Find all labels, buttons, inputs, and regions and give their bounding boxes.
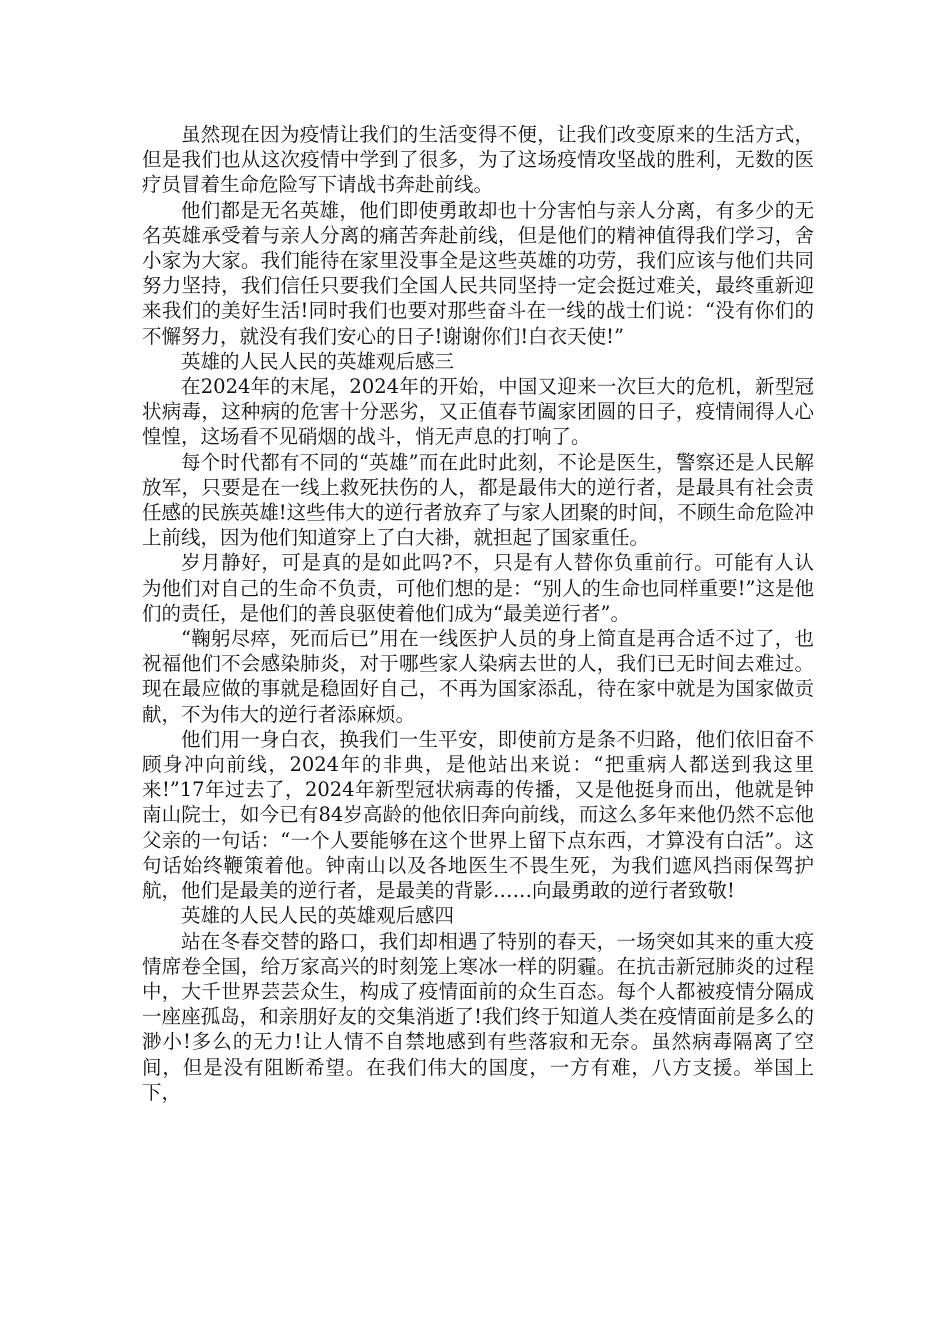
document-page — [142, 122, 814, 1105]
section-heading: 英雄的人民人民的英雄观后感四 — [181, 904, 455, 928]
paragraph: 他们用一身白衣，换我们一生平安，即使前方是条不归路，他们依旧奋不顾身冲向前线，2024年的非典，是他站出来说：“把重病人都送到我这里来!”17年过去了，2024年新型冠状病毒的传播，又是他挺身而出，他就是钟南山院士，如今已有84岁高龄的他依旧奔向前线，而这么多年来他仍然不忘他父亲的一句话：“一个人要能够在这个世界上留下点东西，才算没有白活”。这句话始终鞭策着他。钟南山以及各地医生不畏生死，为我们遮风挡雨保驾护航，他们是最美的逆行者，是最美的背影……向最勇敢的逆行者致敬! — [142, 727, 814, 903]
section-heading: 英雄的人民人民的英雄观后感三 — [181, 349, 455, 373]
paragraph: 每个时代都有不同的“英雄”而在此时此刻，不论是医生，警察还是人民解放军，只要是在一线上救死扶伤的人，都是最伟大的逆行者，是最具有社会责任感的民族英雄!这些伟大的逆行者放弃了与家人团聚的时间，不顾生命危险冲上前线，因为他们知道穿上了白大褂，就担起了国家重任。 — [142, 450, 814, 550]
paragraph: “鞠躬尽瘁，死而后已”用在一线医护人员的身上简直是再合适不过了，也祝福他们不会感染肺炎，对于哪些家人染病去世的人，我们已无时间去难过。现在最应做的事就是稳固好自己，不再为国家添乱，待在家中就是为国家做贡献，不为伟大的逆行者添麻烦。 — [142, 627, 814, 726]
paragraph: 站在冬春交替的路口，我们却相遇了特别的春天，一场突如其来的重大疫情席卷全国，给万家高兴的时刻笼上寒冰一样的阴霾。在抗击新冠肺炎的过程中，大千世界芸芸众生，构成了疫情面前的众生百态。每个人都被疫情分隔成一座座孤岛，和亲朋好友的交集消逝了!我们终于知道人类在疫情面前是多么的渺小!多么的无力!让人情不自禁地感到有些落寂和无奈。虽然病毒隔离了空间，但是没有阻断希望。在我们伟大的国度，一方有难，八方支援。举国上下， — [142, 929, 814, 1104]
paragraph: 岁月静好，可是真的是如此吗?不，只是有人替你负重前行。可能有人认为他们对自己的生命不负责，可他们想的是：“别人的生命也同样重要!”这是他们的责任，是他们的善良驱使着他们成为“最美逆行者”。 — [142, 551, 814, 625]
paragraph: 虽然现在因为疫情让我们的生活变得不便，让我们改变原来的生活方式，但是我们也从这次疫情中学到了很多，为了这场疫情攻坚战的胜利，无数的医疗员冒着生命危险写下请战书奔赴前线。 — [142, 123, 814, 197]
paragraph: 在2024年的末尾，2024年的开始，中国又迎来一次巨大的危机，新型冠状病毒，这种病的危害十分恶劣，又正值春节阖家团圆的日子，疫情闹得人心惶惶，这场看不见硝烟的战斗，悄无声息的打响了。 — [142, 375, 814, 449]
paragraph: 他们都是无名英雄，他们即使勇敢却也十分害怕与亲人分离，有多少的无名英雄承受着与亲人分离的痛苦奔赴前线，但是他们的精神值得我们学习，舍小家为大家。我们能待在家里没事全是这些英雄的功劳，我们应该与他们共同努力坚持，我们信任只要我们全国人民共同坚持一定会挺过难关，最终重新迎来我们的美好生活!同时我们也要对那些奋斗在一线的战士们说：“没有你们的不懈努力，就没有我们安心的日子!谢谢你们!白衣天使!” — [142, 198, 814, 348]
